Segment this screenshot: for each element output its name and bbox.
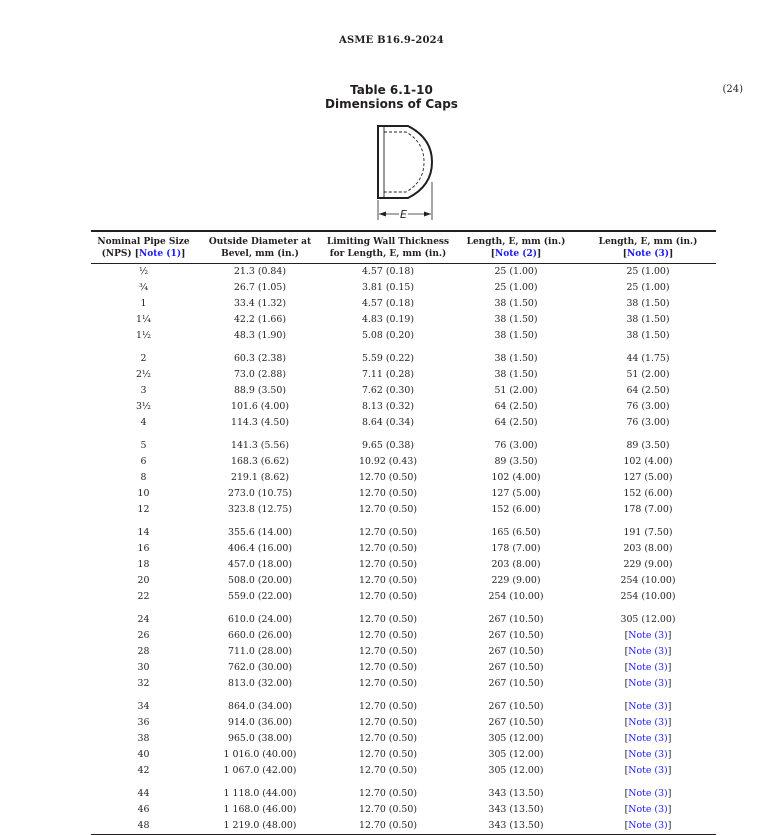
header-line: for Length, E, mm (in.) — [329, 248, 447, 259]
table-cell: 254 (10.00) — [620, 591, 676, 602]
table-cell: 38 (1.50) — [494, 369, 538, 380]
table-cell: 114.3 (4.50) — [230, 417, 289, 428]
table-body — [91, 264, 716, 835]
table-cell: 127 (5.00) — [623, 472, 673, 483]
table-cell: 88.9 (3.50) — [233, 385, 287, 396]
table-row — [91, 628, 716, 644]
table-cell: 7.11 (0.28) — [361, 369, 415, 380]
table-cell: 38 — [137, 733, 150, 744]
revision-mark: (24) — [722, 84, 743, 95]
header-line: (NPS) [Note (1)] — [101, 248, 186, 259]
document-header: ASME B16.9-2024 — [339, 35, 444, 46]
table-cell: 229 (9.00) — [623, 559, 673, 570]
table-row — [91, 264, 716, 281]
table-cell: 12.70 (0.50) — [358, 678, 417, 689]
table-cell: 30 — [137, 662, 150, 673]
table-cell: 1 067.0 (42.00) — [223, 765, 297, 776]
table-cell: 64 (2.50) — [626, 385, 670, 396]
table-row — [91, 676, 716, 692]
table-cell: 1¼ — [135, 314, 152, 325]
table-cell: [Note (3)] — [624, 646, 672, 657]
table-cell: 355.6 (14.00) — [228, 527, 292, 538]
table-cell: 38 (1.50) — [494, 353, 538, 364]
table-cell: 267 (10.50) — [488, 662, 544, 673]
table-cell: 48 — [91, 818, 196, 835]
table-cell: 12.70 (0.50) — [358, 488, 417, 499]
table-row — [91, 486, 716, 502]
table-cell: 14 — [137, 527, 150, 538]
table-cell: ¾ — [138, 282, 149, 293]
table-cell: 343 (13.50) — [488, 788, 544, 799]
table-cell: 12.70 (0.50) — [358, 614, 417, 625]
table-row — [91, 296, 716, 312]
table-cell: 102 (4.00) — [623, 456, 673, 467]
header-line: Length, E, mm (in.) — [598, 237, 698, 247]
table-row — [91, 747, 716, 763]
table-cell: 711.0 (28.00) — [228, 646, 292, 657]
table-cell: 38 (1.50) — [494, 330, 538, 341]
header-line: Nominal Pipe Size — [97, 237, 190, 247]
table-cell: 38 (1.50) — [494, 314, 538, 325]
note-link[interactable]: Note (3) — [628, 662, 668, 673]
table-cell: 267 (10.50) — [488, 630, 544, 641]
table-cell: 51 (2.00) — [494, 385, 538, 396]
dim-arrow-left — [379, 212, 386, 217]
header-line: Limiting Wall Thickness — [326, 237, 450, 247]
note-link[interactable]: Note (3) — [628, 788, 668, 799]
table-cell: 26.7 (1.05) — [233, 282, 287, 293]
table-header-row — [91, 232, 716, 264]
table-cell: 203 (8.00) — [491, 559, 541, 570]
table-cell: 1 — [140, 298, 147, 309]
table-cell: 21.3 (0.84) — [233, 266, 287, 277]
table-cell: 660.0 (26.00) — [228, 630, 292, 641]
table-cell: 4.83 (0.19) — [361, 314, 415, 325]
table-cell: 89 (3.50) — [626, 440, 670, 451]
table-cell: 46 — [137, 804, 150, 815]
table-cell: 5 — [140, 440, 147, 451]
table-cell: 141.3 (5.56) — [230, 440, 289, 451]
table-row — [91, 644, 716, 660]
header-wall-thickness — [324, 232, 452, 264]
table-row — [91, 818, 716, 835]
table-cell: 26 — [137, 630, 150, 641]
table-cell: 12.70 (0.50) — [358, 765, 417, 776]
table-cell: 38 (1.50) — [626, 330, 670, 341]
table-row — [91, 660, 716, 676]
table-cell: 44 (1.75) — [626, 353, 670, 364]
table-cell: 33.4 (1.32) — [233, 298, 287, 309]
table-row — [91, 573, 716, 589]
note-link[interactable]: Note (3) — [628, 646, 668, 657]
caps-table-container — [91, 230, 716, 835]
table-cell: [Note (3)] — [624, 788, 672, 799]
table-cell: 191 (7.50) — [623, 527, 673, 538]
table-cell: 323.8 (12.75) — [228, 504, 292, 515]
table-cell: 219.1 (8.62) — [230, 472, 289, 483]
table-cell: 610.0 (24.00) — [228, 614, 292, 625]
table-cell: 64 (2.50) — [494, 401, 538, 412]
table-cell: 2½ — [135, 369, 152, 380]
table-cell: 305 (12.00) — [488, 749, 544, 760]
table-cell: 305 (12.00) — [488, 733, 544, 744]
table-cell: 10 — [137, 488, 150, 499]
table-cell: 12.70 (0.50) — [358, 559, 417, 570]
table-cell: 152 (6.00) — [623, 488, 673, 499]
table-cell: [Note (3)] — [624, 678, 672, 689]
table-cell: 3 — [140, 385, 147, 396]
header-length-note2 — [452, 232, 580, 264]
table-cell: 12.70 (0.50) — [358, 749, 417, 760]
table-cell: 10.92 (0.43) — [358, 456, 417, 467]
table-row — [91, 367, 716, 383]
table-cell: 51 (2.00) — [626, 369, 670, 380]
table-cell: 178 (7.00) — [623, 504, 673, 515]
table-cell: 267 (10.50) — [488, 701, 544, 712]
table-row — [91, 731, 716, 747]
cap-outline — [378, 126, 432, 198]
table-cell: 7.62 (0.30) — [361, 385, 415, 396]
table-cell: 8 — [140, 472, 147, 483]
table-cell: 76 (3.00) — [494, 440, 538, 451]
table-row — [91, 518, 716, 541]
table-cell: 5.59 (0.22) — [361, 353, 415, 364]
table-cell: 20 — [137, 575, 150, 586]
header-line: [Note (3)] — [622, 248, 674, 259]
table-row — [91, 715, 716, 731]
table-cell: 4.57 (0.18) — [361, 266, 415, 277]
table-cell: [Note (3)] — [624, 662, 672, 673]
table-cell: 508.0 (20.00) — [228, 575, 292, 586]
note-link[interactable]: Note (3) — [628, 804, 668, 815]
table-row — [91, 802, 716, 818]
table-cell: 6 — [140, 456, 147, 467]
table-cell: 559.0 (22.00) — [228, 591, 292, 602]
table-cell: 44 — [137, 788, 150, 799]
header-outside-diameter — [196, 232, 324, 264]
table-cell: 864.0 (34.00) — [228, 701, 292, 712]
table-cell: 254 (10.00) — [488, 591, 544, 602]
header-line: Length, E, mm (in.) — [466, 237, 566, 247]
table-cell: 267 (10.50) — [488, 678, 544, 689]
table-cell: 813.0 (32.00) — [228, 678, 292, 689]
table-cell: 42 — [137, 765, 150, 776]
table-cell: 73.0 (2.88) — [233, 369, 287, 380]
table-cell: [Note (3)] — [624, 630, 672, 641]
table-cell: 42.2 (1.66) — [233, 314, 287, 325]
table-row — [91, 454, 716, 470]
table-cell: 25 (1.00) — [494, 282, 538, 293]
caps-dimension-table — [91, 230, 716, 835]
table-cell: 18 — [137, 559, 150, 570]
table-cell: [Note (3)] — [624, 765, 672, 776]
note-link[interactable]: Note (3) — [628, 733, 668, 744]
header-nps — [91, 232, 196, 264]
table-cell: 40 — [137, 749, 150, 760]
table-cell: 1 118.0 (44.00) — [223, 788, 297, 799]
table-cell: 267 (10.50) — [488, 717, 544, 728]
table-cell: 457.0 (18.00) — [228, 559, 292, 570]
table-cell: 25 (1.00) — [626, 266, 670, 277]
table-cell: [Note (3)] — [624, 804, 672, 815]
table-cell: 914.0 (36.00) — [228, 717, 292, 728]
table-cell: 76 (3.00) — [626, 401, 670, 412]
table-cell: 1 168.0 (46.00) — [223, 804, 297, 815]
table-cell: 12.70 (0.50) — [358, 733, 417, 744]
table-row — [91, 344, 716, 367]
table-cell: 229 (9.00) — [491, 575, 541, 586]
table-cell: 178 (7.00) — [491, 543, 541, 554]
table-row — [91, 383, 716, 399]
table-caption: Dimensions of Caps — [325, 97, 458, 111]
table-row — [91, 763, 716, 779]
table-row — [91, 692, 716, 715]
table-row — [91, 779, 716, 802]
note-link[interactable]: Note (3) — [628, 701, 668, 712]
table-cell: 12.70 (0.50) — [358, 591, 417, 602]
cap-inner-dashed — [384, 132, 424, 192]
table-cell: 89 (3.50) — [494, 456, 538, 467]
header-length-note3 — [580, 232, 716, 264]
table-row — [91, 399, 716, 415]
table-cell: 25 (1.00) — [494, 266, 538, 277]
table-row — [91, 280, 716, 296]
table-cell: 305 (12.00) — [488, 765, 544, 776]
note-link[interactable]: Note (3) — [628, 820, 668, 831]
table-cell: 254 (10.00) — [620, 575, 676, 586]
table-row — [91, 605, 716, 628]
table-cell: 25 (1.00) — [626, 282, 670, 293]
table-cell: 12 — [137, 504, 150, 515]
table-cell: 343 (13.50) — [488, 804, 544, 815]
table-cell: 267 (10.50) — [488, 646, 544, 657]
table-cell: 12.70 (0.50) — [358, 504, 417, 515]
table-cell: [Note (3)] — [624, 733, 672, 744]
table-cell: 38 (1.50) — [626, 314, 670, 325]
table-cell: 28 — [137, 646, 150, 657]
table-row — [91, 328, 716, 344]
table-cell: 2 — [140, 353, 147, 364]
table-cell: 12.70 (0.50) — [358, 630, 417, 641]
table-cell: 12.70 (0.50) — [324, 818, 452, 835]
note-link[interactable]: Note (3) — [628, 749, 668, 760]
table-cell: 343 (13.50) — [452, 818, 580, 835]
table-cell: 60.3 (2.38) — [233, 353, 287, 364]
table-cell: [Note (3)] — [624, 717, 672, 728]
table-cell: 1 219.0 (48.00) — [196, 818, 324, 835]
table-cell: 32 — [137, 678, 150, 689]
table-cell: 3.81 (0.15) — [361, 282, 415, 293]
table-cell: ½ — [138, 266, 149, 277]
table-cell: 36 — [137, 717, 150, 728]
table-number: Table 6.1-10 — [350, 83, 433, 97]
table-cell: 9.65 (0.38) — [361, 440, 415, 451]
table-cell: 24 — [137, 614, 150, 625]
length-e-label: E — [400, 208, 407, 221]
table-cell: [Note (3)] — [580, 818, 716, 835]
table-cell: 965.0 (38.00) — [228, 733, 292, 744]
table-cell: 12.70 (0.50) — [358, 717, 417, 728]
note-link[interactable]: Note (3) — [628, 630, 668, 641]
table-cell: 762.0 (30.00) — [228, 662, 292, 673]
dim-arrow-right — [424, 212, 431, 217]
note-link[interactable]: Note (3) — [628, 765, 668, 776]
table-cell: 48.3 (1.90) — [233, 330, 287, 341]
table-cell: 76 (3.00) — [626, 417, 670, 428]
table-cell: 34 — [137, 701, 150, 712]
table-cell: 12.70 (0.50) — [358, 543, 417, 554]
table-cell: 1½ — [135, 330, 152, 341]
table-row — [91, 431, 716, 454]
table-cell: 4 — [140, 417, 147, 428]
table-cell: 38 (1.50) — [626, 298, 670, 309]
table-row — [91, 502, 716, 518]
table-cell: 203 (8.00) — [623, 543, 673, 554]
note-link[interactable]: Note (3) — [626, 248, 670, 259]
table-cell: 22 — [137, 591, 150, 602]
table-row — [91, 312, 716, 328]
table-cell: [Note (3)] — [624, 749, 672, 760]
table-row — [91, 415, 716, 431]
table-cell: 267 (10.50) — [488, 614, 544, 625]
table-cell: 12.70 (0.50) — [358, 804, 417, 815]
note-link[interactable]: Note (3) — [628, 717, 668, 728]
table-cell: 12.70 (0.50) — [358, 662, 417, 673]
table-cell: 12.70 (0.50) — [358, 527, 417, 538]
table-cell: 4.57 (0.18) — [361, 298, 415, 309]
table-row — [91, 557, 716, 573]
table-cell: 152 (6.00) — [491, 504, 541, 515]
table-row — [91, 470, 716, 486]
note-link[interactable]: Note (3) — [628, 678, 668, 689]
table-cell: 127 (5.00) — [491, 488, 541, 499]
table-cell: 8.13 (0.32) — [361, 401, 415, 412]
table-cell: 406.4 (16.00) — [228, 543, 292, 554]
table-cell: 8.64 (0.34) — [361, 417, 415, 428]
table-cell: 12.70 (0.50) — [358, 646, 417, 657]
table-cell: 165 (6.50) — [491, 527, 541, 538]
header-line: [Note (2)] — [490, 248, 542, 259]
table-cell: 12.70 (0.50) — [358, 575, 417, 586]
table-cell: 64 (2.50) — [494, 417, 538, 428]
table-cell: 12.70 (0.50) — [358, 788, 417, 799]
table-row — [91, 589, 716, 605]
table-cell: [Note (3)] — [624, 701, 672, 712]
note-link[interactable]: Note (1) — [139, 248, 182, 259]
table-cell: 12.70 (0.50) — [358, 701, 417, 712]
note-link[interactable]: Note (2) — [494, 248, 538, 259]
header-line: Outside Diameter at — [208, 237, 312, 247]
table-cell: 305 (12.00) — [620, 614, 676, 625]
table-cell: 102 (4.00) — [491, 472, 541, 483]
table-cell: 5.08 (0.20) — [361, 330, 415, 341]
table-cell: 1 016.0 (40.00) — [223, 749, 297, 760]
table-row — [91, 541, 716, 557]
table-cell: 12.70 (0.50) — [358, 472, 417, 483]
table-title — [0, 83, 783, 111]
table-cell: 101.6 (4.00) — [230, 401, 289, 412]
header-line: Bevel, mm (in.) — [221, 248, 299, 259]
table-cell: 168.3 (6.62) — [230, 456, 289, 467]
table-cell: 273.0 (10.75) — [228, 488, 292, 499]
table-cell: 38 (1.50) — [494, 298, 538, 309]
table-cell: 16 — [137, 543, 150, 554]
table-cell: 3½ — [135, 401, 152, 412]
